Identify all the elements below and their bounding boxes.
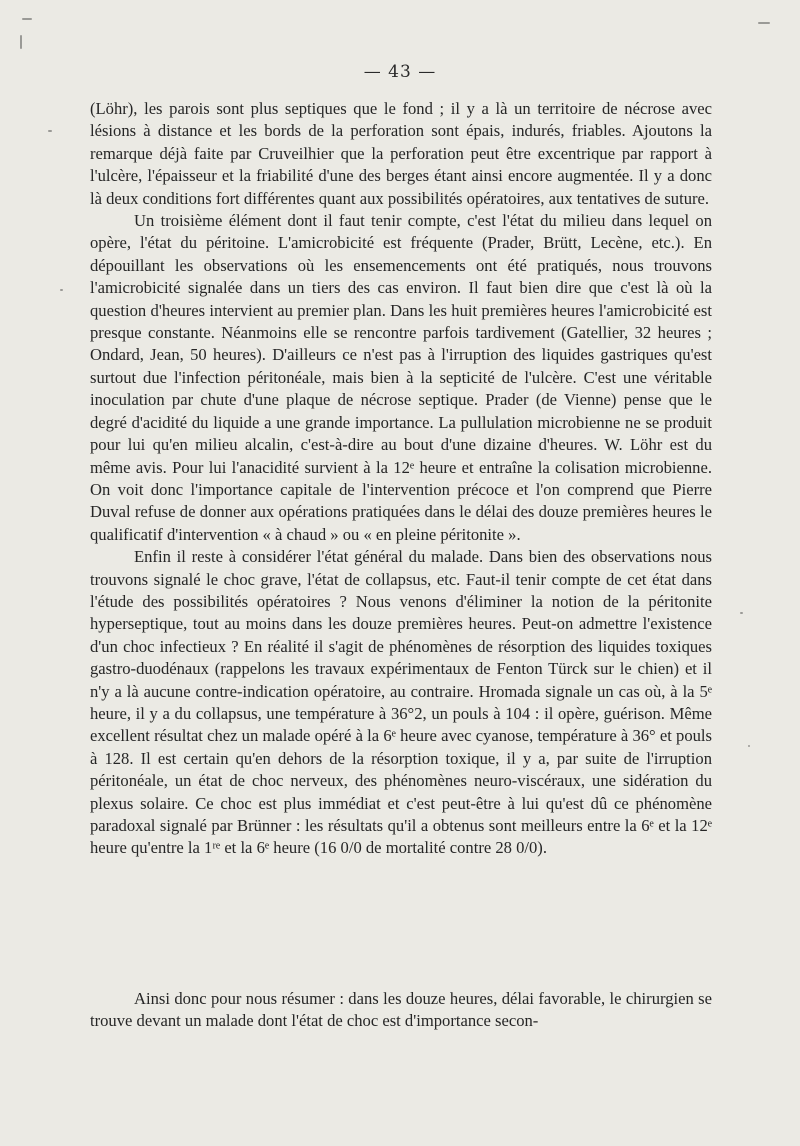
scan-mark xyxy=(758,22,770,24)
scan-mark xyxy=(60,289,63,291)
scan-mark xyxy=(740,612,743,614)
scan-mark xyxy=(22,18,32,20)
page-number: — 43 — xyxy=(363,62,437,82)
paragraph-perforation: (Löhr), les parois sont plus septiques que le fond ; il y a là un territoire de nécrose avec lésions à distance et les bords de la perforation sont épais, indurés, friables. Ajoutons la remarque déjà faite par Cruveilhier que la perforation peut être excentrique par rapport à l'ulcère, l'épaisseur et la friabilité d'une des berges étant ainsi encore augmentée. Il y a donc là deux conditions fort différentes quant aux possibilités opératoires, aux tentatives de suture. xyxy=(90,99,712,208)
paragraph-etat-general: Enfin il reste à considérer l'état général du malade. Dans bien des observations nous trouvons signalé le choc grave, l'état de collapsus, etc. Faut-il tenir compte de cet état dans l'étude des possibilités opératoires ? Nous venons d'éliminer la notion de la péritonite hyperseptique, tout au moins dans les douze premières heures. Peut-on admettre l'existence d'un choc infectieux ? En réalité il s'agit de phénomènes de résorption des liquides toxiques gastro-duodénaux (rappelons les travaux expérimentaux de Fenton Türck sur le chien) et il n'y a là aucune contre-indication opératoire, au contraire. Hromada signale un cas où, à la 5ᵉ heure, il y a du collapsus, une température à 36°2, un pouls à 104 : il opère, guérison. Même excellent résultat chez un malade opéré à la 6ᵉ heure avec cyanose, température à 36° et pouls à 128. Il est certain qu'en dehors de la résorption toxique, il y a, par suite de l'irruption péritonéale, un état de choc nerveux, des phénomènes neuro-viscéraux, une sidération du plexus solaire. Ce choc est plus immédiat et c'est peut-être à lui qu'est dû ce phénomène paradoxal signalé par Brünner : les résultats qu'il a obtenus sont meilleurs entre la 6ᵉ et la 12ᵉ heure qu'entre la 1ʳᵉ et la 6ᵉ heure (16 0/0 de mortalité contre 28 0/0). xyxy=(90,547,712,858)
scan-mark xyxy=(748,745,750,747)
scan-mark xyxy=(48,130,52,132)
paragraph-peritoine: Un troisième élément dont il faut tenir compte, c'est l'état du milieu dans lequel on opère, l'état du péritoine. L'amicrobicité est fréquente (Prader, Brütt, Lecène, etc.). En dépouillant les observations où les ensemencements ont été pratiqués, nous trouvons l'amicrobicité signalée dans un tiers des cas environ. Il faut bien dire que c'est là où la question d'heures intervient au premier plan. Dans les huit premières heures l'amicrobicité est presque constante. Néanmoins elle se rencontre parfois tardivement (Gatellier, 32 heures ; Ondard, Jean, 50 heures). D'ailleurs ce n'est pas à l'irruption des liquides gastriques qu'est surtout due l'infection péritonéale, mais bien à la septicité de l'ulcère. C'est une véritable inoculation par chute d'une plaque de nécrose septique. Prader (de Vienne) pense que le degré d'acidité du liquide a une grande importance. La pullulation microbienne ne se produit pour lui qu'en milieu alcalin, c'est-à-dire au bout d'une dizaine d'heures. W. Löhr est du même avis. Pour lui l'anacidité survient à la 12ᵉ heure et entraîne la colisation microbienne. On voit donc l'importance capitale de l'intervention précoce et l'on comprend que Pierre Duval refuse de donner aux opérations pratiquées dans le délai des douze premières heures le qualificatif d'intervention « à chaud » ou « en pleine péritonite ». xyxy=(90,211,712,544)
scan-mark xyxy=(20,35,22,49)
paragraph-resume: Ainsi donc pour nous résumer : dans les douze heures, délai favorable, le chirurgien se trouve devant un malade dont l'état de choc est d'importance secon- xyxy=(90,989,712,1031)
body-text-summary xyxy=(90,988,712,1033)
body-text xyxy=(90,98,712,860)
